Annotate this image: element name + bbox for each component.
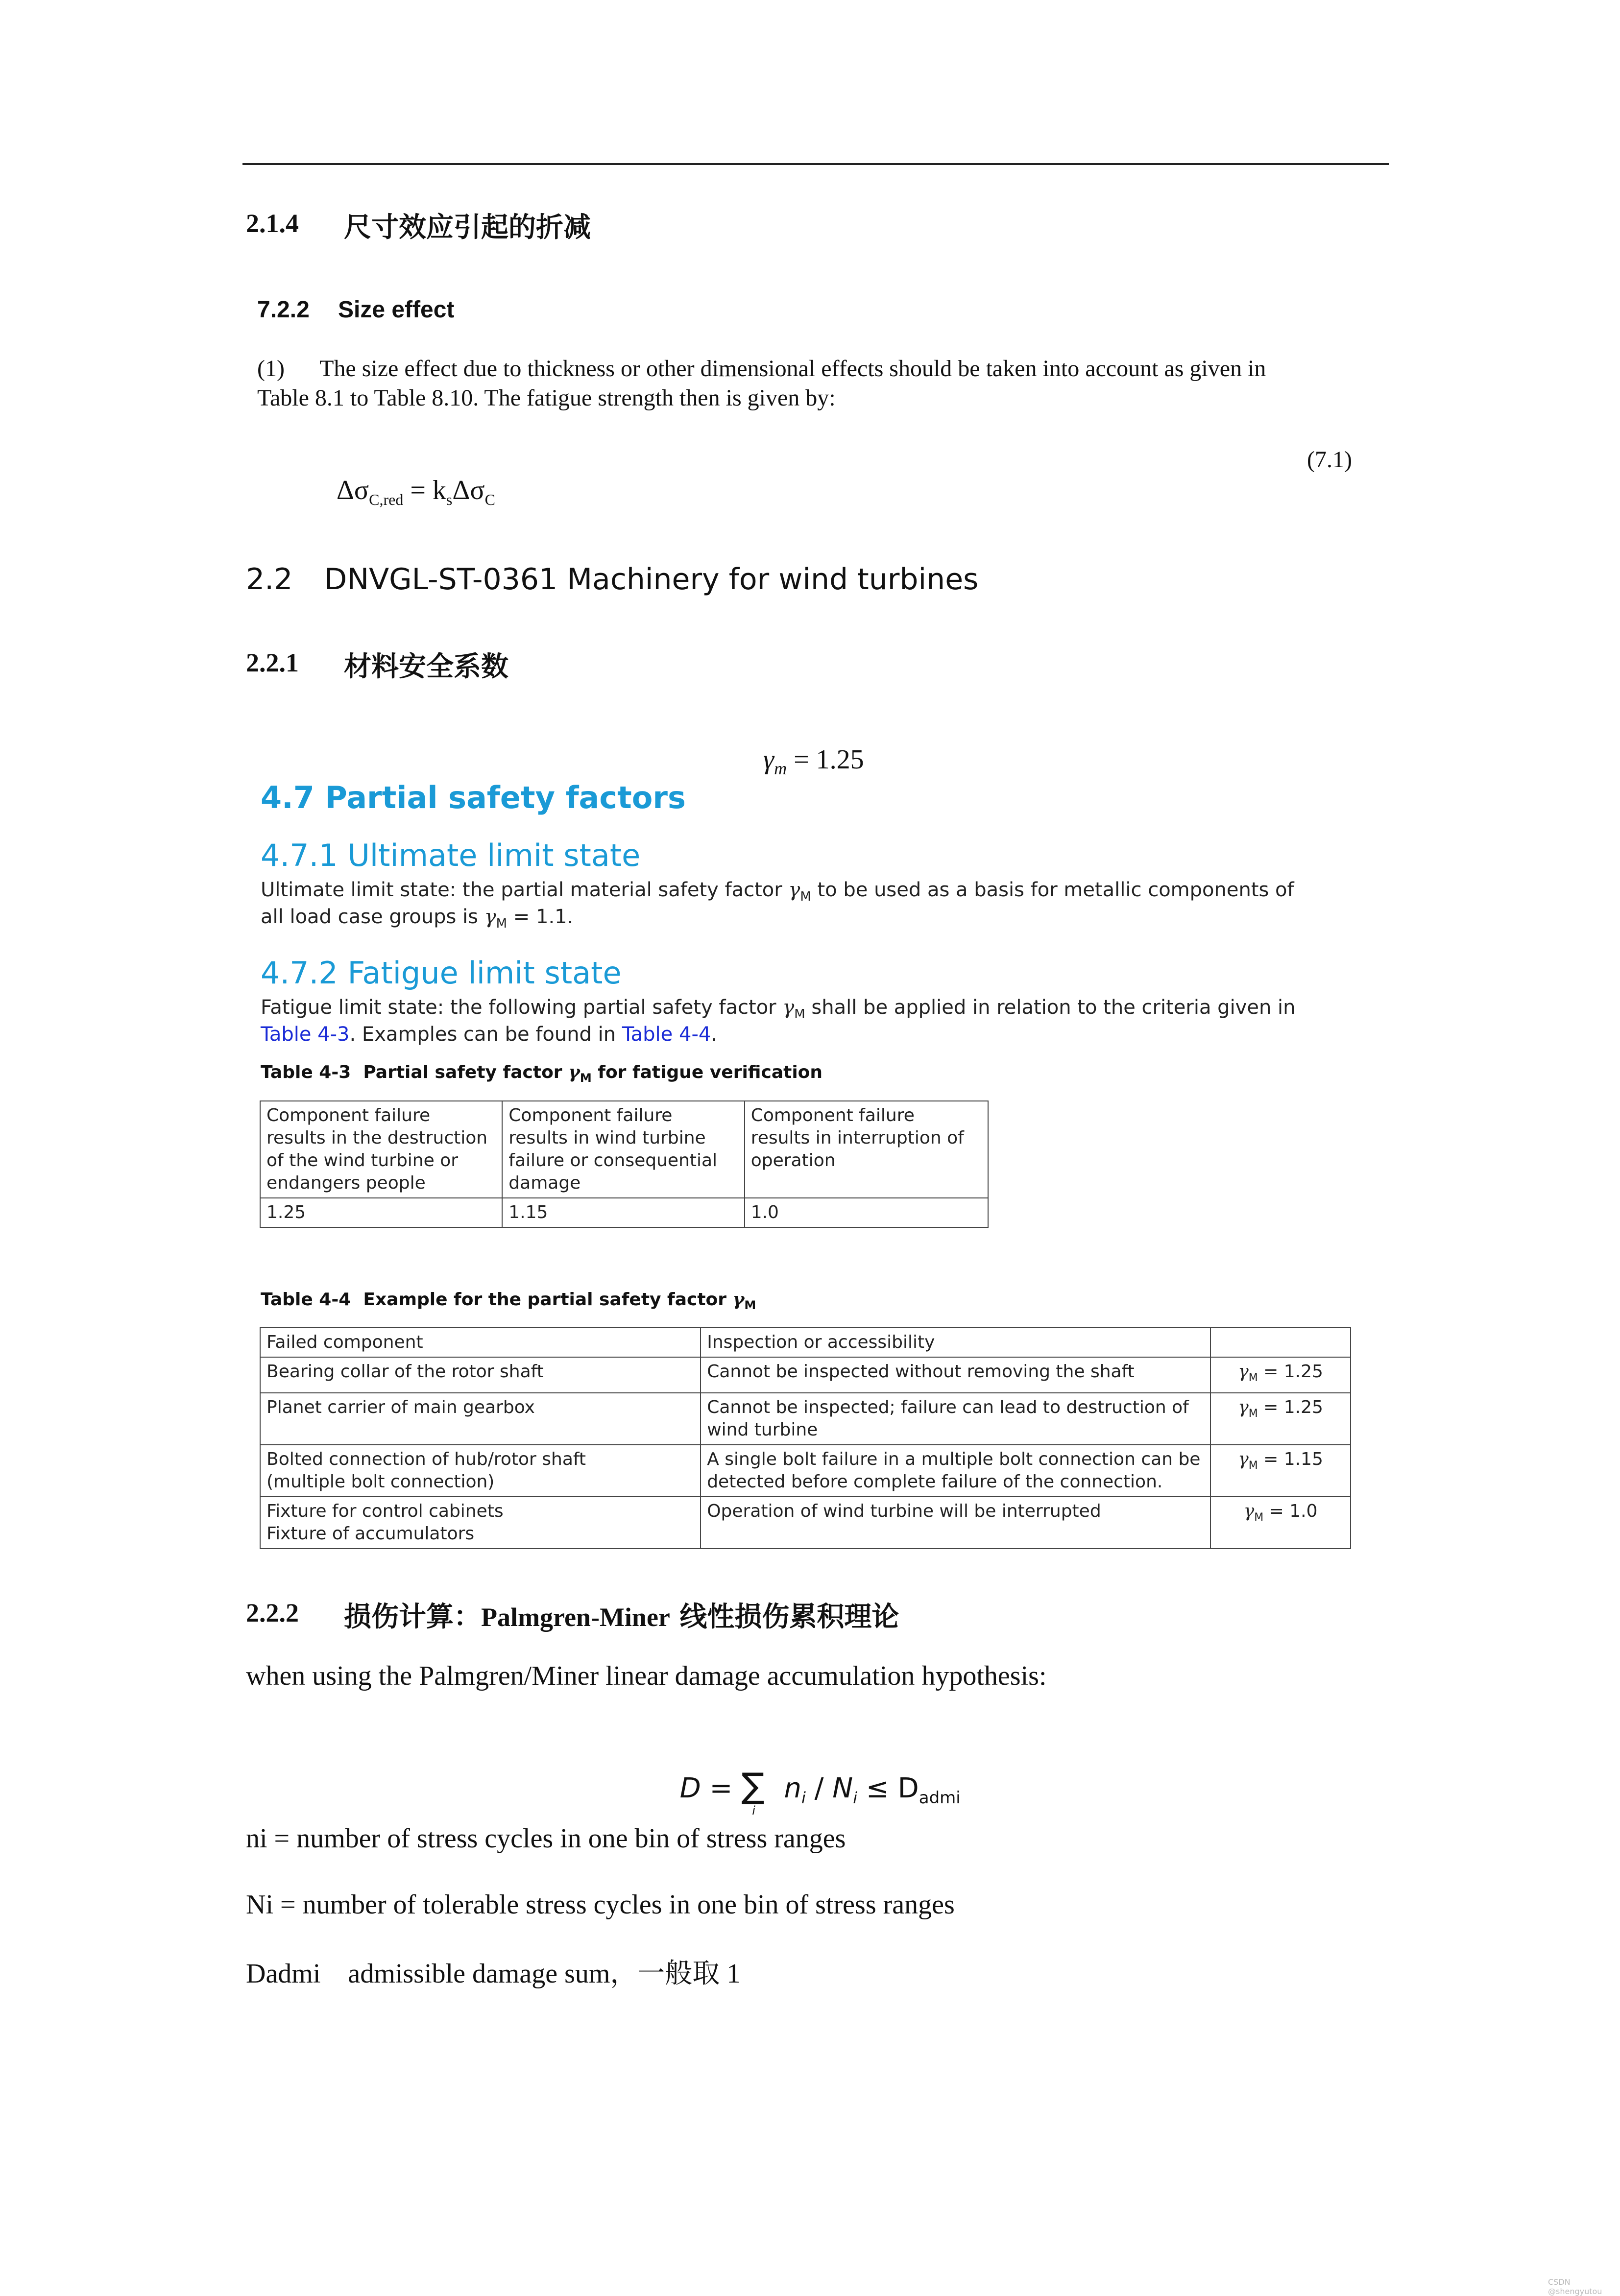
- table-4-3-value-cell: 1.15: [502, 1198, 744, 1227]
- table-4-4-factor-cell: $\gamma_M = 1.0$: [1210, 1497, 1351, 1549]
- section-4-7-2-title: 4.7.2 Fatigue limit state: [261, 955, 622, 991]
- equation-7-1: $\Delta\sigma_{C,red} = k_s\Delta\sigma_C$: [336, 475, 495, 509]
- table-4-3-header-cell: Component failure results in interruption of operation: [745, 1101, 988, 1198]
- table-4-4-header-factor: [1210, 1328, 1351, 1357]
- definition-ni: ni = number of stress cycles in one bin of stress ranges: [246, 1823, 846, 1854]
- table-4-3-value-row: [260, 1198, 988, 1227]
- table-4-4-header-component: Failed component: [260, 1328, 701, 1357]
- summation-symbol: ∑ i: [741, 1766, 765, 1818]
- ultimate-limit-paragraph-line-2: all load case groups is $\gamma_M = 1.1$.: [261, 906, 574, 931]
- table-4-4-caption: Table 4-4 Example for the partial safety factor $\gamma_M$: [261, 1289, 756, 1313]
- table-4-4-inspection-cell: A single bolt failure in a multiple bolt connection can be detected before complete failure of the connection.: [701, 1445, 1210, 1497]
- table-4-3-value-cell: 1.0: [745, 1198, 988, 1227]
- definition-Ni: Ni = number of tolerable stress cycles in one bin of stress ranges: [246, 1889, 955, 1920]
- table-4-4-component-cell: Fixture for control cabinets Fixture of accumulators: [260, 1497, 701, 1549]
- section-7-2-2-number: 7.2.2: [257, 297, 310, 323]
- table-4-3-header-cell: Component failure results in wind turbine failure or consequential damage: [502, 1101, 744, 1198]
- fatigue-limit-paragraph-line-1: Fatigue limit state: the following partial safety factor $\gamma_M$ shall be applied in relation to the criteria given in: [261, 996, 1296, 1022]
- table-4-4-inspection-cell: Cannot be inspected without removing the shaft: [701, 1357, 1210, 1393]
- table-4-4-component-cell: Bearing collar of the rotor shaft: [260, 1357, 701, 1393]
- fatigue-limit-paragraph-line-2: Table 4-3. Examples can be found in Table 4-4.: [261, 1023, 718, 1046]
- definition-Dadmi: Dadmi admissible damage sum，一般取 1: [246, 1959, 741, 1989]
- table-row: [260, 1497, 1351, 1549]
- section-2-2-title: DNVGL-ST-0361 Machinery for wind turbines: [324, 562, 979, 597]
- section-2-2-1-title: 材料安全系数: [344, 651, 508, 683]
- table-row: [260, 1357, 1351, 1393]
- table-4-3-link[interactable]: Table 4-3: [261, 1023, 350, 1046]
- material-safety-factor-equation: $\gamma_m = 1.25$: [763, 744, 864, 779]
- table-4-4-component-cell: Bolted connection of hub/rotor shaft (multiple bolt connection): [260, 1445, 701, 1497]
- section-7-2-2-title: Size effect: [338, 297, 455, 323]
- section-2-1-4-title: 尺寸效应引起的折减: [344, 212, 591, 243]
- section-2-1-4-number: 2.1.4: [246, 209, 299, 238]
- table-4-3-value-cell: 1.25: [260, 1198, 502, 1227]
- table-4-4-inspection-cell: Cannot be inspected; failure can lead to destruction of wind turbine: [701, 1393, 1210, 1445]
- equation-7-1-label: (7.1): [1307, 447, 1352, 473]
- table-row: [260, 1393, 1351, 1445]
- table-4-4: [260, 1327, 1351, 1549]
- table-4-4-factor-cell: $\gamma_M = 1.25$: [1210, 1393, 1351, 1445]
- table-4-3-header-row: [260, 1101, 988, 1198]
- section-2-2-number: 2.2: [246, 562, 293, 597]
- section-4-7-1-title: 4.7.1 Ultimate limit state: [261, 837, 641, 873]
- table-4-4-factor-cell: $\gamma_M = 1.15$: [1210, 1445, 1351, 1497]
- section-2-2-2-title: 损伤计算：Palmgren-Miner 线性损伤累积理论: [344, 1601, 899, 1633]
- table-4-3-caption: Table 4-3 Partial safety factor $\gamma_M$ for fatigue verification: [261, 1062, 823, 1085]
- table-4-4-factor-cell: $\gamma_M = 1.25$: [1210, 1357, 1351, 1393]
- table-4-4-header-row: [260, 1328, 1351, 1357]
- section-4-7-title: 4.7 Partial safety factors: [261, 780, 686, 815]
- table-4-4-header-inspection: Inspection or accessibility: [701, 1328, 1210, 1357]
- table-4-4-component-cell: Planet carrier of main gearbox: [260, 1393, 701, 1445]
- size-effect-paragraph-line-1: (1) The size effect due to thickness or other dimensional effects should be taken into account as given in: [257, 356, 1266, 382]
- table-4-3: [260, 1100, 989, 1228]
- watermark: CSDN @shengyutou: [1548, 2277, 1602, 2296]
- section-2-2-1-number: 2.2.1: [246, 648, 299, 677]
- size-effect-paragraph-line-2: Table 8.1 to Table 8.10. The fatigue strength then is given by:: [257, 385, 836, 411]
- section-2-2-2-number: 2.2.2: [246, 1598, 299, 1627]
- miner-equation: D = ∑ i $n_i / N_i \le D_{admi}$: [679, 1766, 961, 1818]
- table-4-4-link[interactable]: Table 4-4: [622, 1023, 711, 1046]
- miner-intro-text: when using the Palmgren/Miner linear damage accumulation hypothesis:: [246, 1661, 1047, 1691]
- ultimate-limit-paragraph-line-1: Ultimate limit state: the partial material safety factor $\gamma_M$ to be used as a basis for metallic components of: [261, 879, 1294, 904]
- table-4-3-header-cell: Component failure results in the destruction of the wind turbine or endangers people: [260, 1101, 502, 1198]
- table-row: [260, 1445, 1351, 1497]
- table-4-4-inspection-cell: Operation of wind turbine will be interrupted: [701, 1497, 1210, 1549]
- top-rule: [242, 163, 1389, 165]
